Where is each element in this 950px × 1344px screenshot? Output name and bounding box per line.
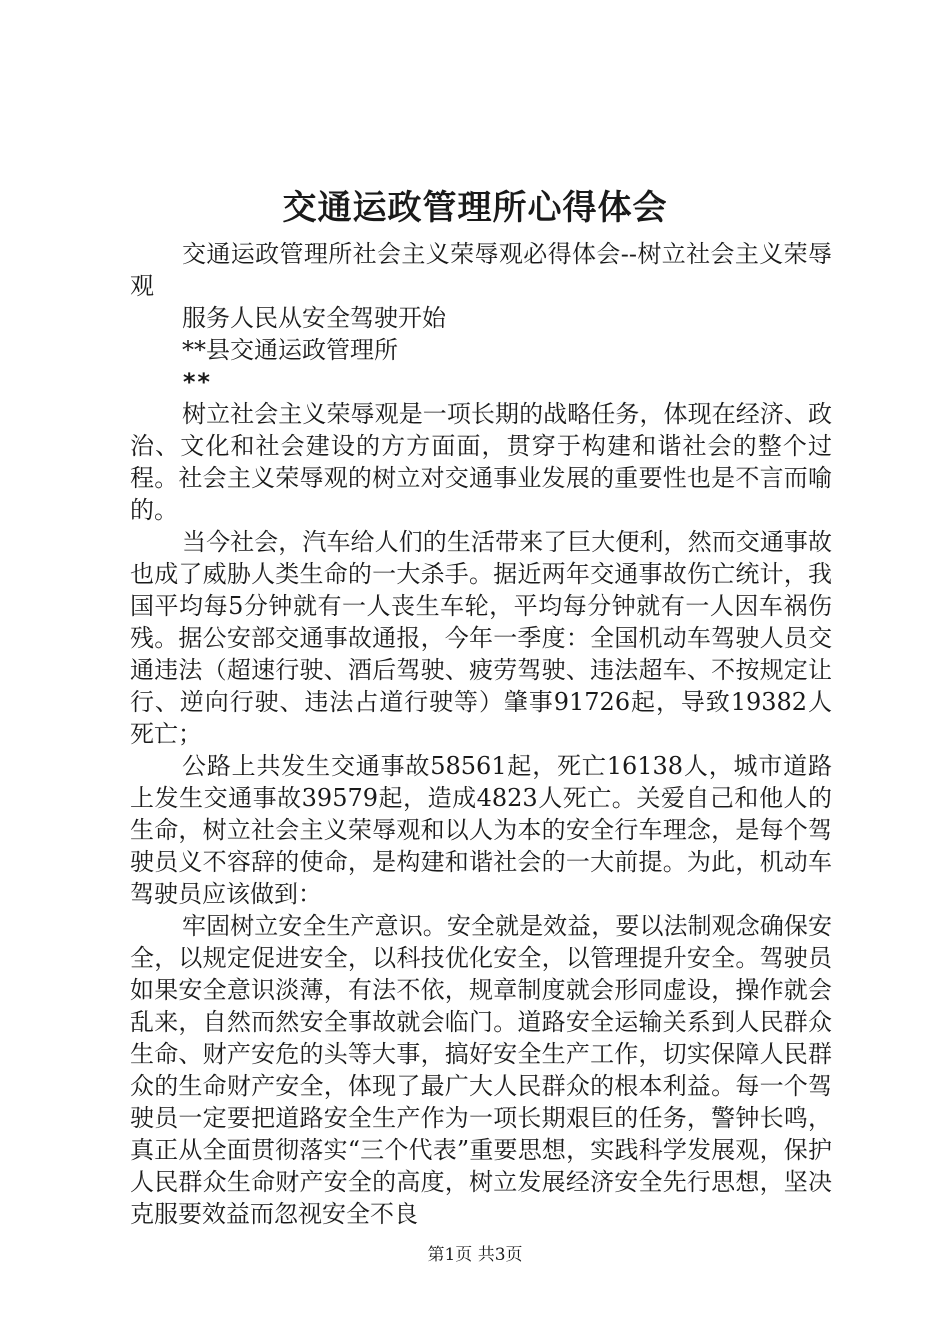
paragraph-organization: **县交通运政管理所	[182, 336, 398, 364]
document-body	[130, 238, 832, 1230]
paragraph-accidents: 公路上共发生交通事故58561起，死亡16138人，城市道路上发生交通事故39579起，造成4823人死亡。关爱自己和他人的生命，树立社会主义荣辱观和以人为本的安全行车理念，是每个驾驶员义不容辞的使命，是构建和谐社会的一大前提。为此，机动车驾驶员应该做到：	[130, 752, 832, 908]
paragraph-subtitle: 交通运政管理所社会主义荣辱观必得体会--树立社会主义荣辱观	[130, 240, 832, 300]
page-footer: 第1页 共3页	[427, 1245, 523, 1265]
paragraph-author: **	[182, 368, 211, 396]
paragraph-slogan: 服务人民从安全驾驶开始	[182, 304, 446, 332]
paragraph-intro: 树立社会主义荣辱观是一项长期的战略任务，体现在经济、政治、文化和社会建设的方方面面，贯穿于构建和谐社会的整个过程。社会主义荣辱观的树立对交通事业发展的重要性也是不言而喻的。	[130, 400, 832, 524]
document-title: 交通运政管理所心得体会	[282, 188, 668, 228]
paragraph-safety-awareness: 牢固树立安全生产意识。安全就是效益，要以法制观念确保安全，以规定促进安全，以科技优化安全，以管理提升安全。驾驶员如果安全意识淡薄，有法不依，规章制度就会形同虚设，操作就会乱来，自然而然安全事故就会临门。道路安全运输关系到人民群众生命、财产安危的头等大事，搞好安全生产工作，切实保障人民群众的生命财产安全，体现了最广大人民群众的根本利益。每一个驾驶员一定要把道路安全生产作为一项长期艰巨的任务，警钟长鸣，真正从全面贯彻落实“三个代表”重要思想，实践科学发展观，保护人民群众生命财产安全的高度，树立发展经济安全先行思想，坚决克服要效益而忽视安全不良	[130, 912, 832, 1228]
paragraph-statistics: 当今社会，汽车给人们的生活带来了巨大便利，然而交通事故也成了威胁人类生命的一大杀手。据近两年交通事故伤亡统计，我国平均每5分钟就有一人丧生车轮，平均每分钟就有一人因车祸伤残。据公安部交通事故通报，今年一季度：全国机动车驾驶人员交通违法（超速行驶、酒后驾驶、疲劳驾驶、违法超车、不按规定让行、逆向行驶、违法占道行驶等）肇事91726起，导致19382人死亡；	[130, 528, 832, 748]
